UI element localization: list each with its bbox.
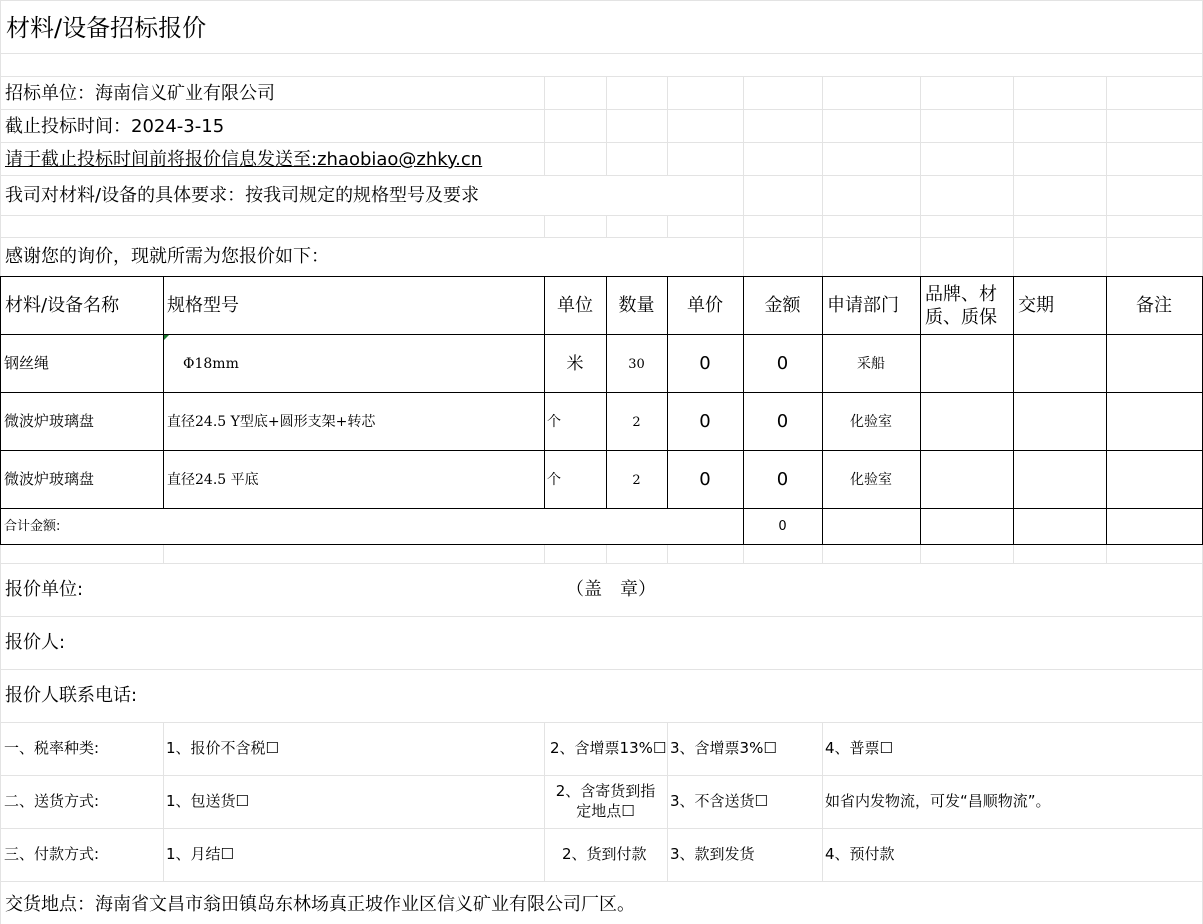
- header-brand-line2: 质、质保: [925, 307, 997, 328]
- total-label: 合计金额:: [4, 519, 61, 534]
- delivery-note: 如省内发物流，可发“昌顺物流”。: [825, 792, 1051, 810]
- deadline-line: 截止投标时间：2024-3-15: [5, 116, 225, 137]
- header-price: 单价: [687, 295, 723, 316]
- cell-price: 0: [699, 411, 711, 432]
- cell-unit: 米: [566, 354, 584, 374]
- cell-amount: 0: [776, 411, 789, 432]
- payment-option-1[interactable]: 1、月结☐: [166, 845, 234, 863]
- payment-option-3[interactable]: 3、款到发货: [670, 845, 755, 863]
- cell-spec: 直径24.5 平底: [167, 472, 259, 488]
- payment-option-2[interactable]: 2、货到付款: [562, 845, 647, 863]
- quote-phone-label: 报价人联系电话:: [5, 685, 138, 706]
- cell-spec: 直径24.5 Y型底+圆形支架+转芯: [167, 414, 376, 430]
- stamp-label: （盖 章）: [566, 579, 656, 600]
- header-brand-line1: 品牌、材: [925, 284, 997, 305]
- thanks-line: 感谢您的询价，现就所需为您报价如下：: [5, 246, 329, 267]
- header-unit: 单位: [557, 295, 593, 316]
- delivery-option-3[interactable]: 3、不含送货☐: [670, 792, 768, 810]
- cell-price: 0: [699, 353, 711, 374]
- cell-price: 0: [699, 469, 711, 490]
- tax-label: 一、税率种类:: [4, 739, 100, 757]
- header-delivery: 交期: [1018, 295, 1054, 316]
- header-qty: 数量: [618, 295, 655, 316]
- delivery-label: 二、送货方式:: [4, 792, 100, 810]
- delivery-option-2-line2[interactable]: 定地点☐: [576, 802, 635, 820]
- delivery-place: 交货地点：海南省文昌市翁田镇岛东林场真正坡作业区信义矿业有限公司厂区。: [5, 894, 635, 915]
- header-spec: 规格型号: [167, 295, 239, 316]
- total-value: 0: [778, 519, 787, 534]
- cell-dept: 采船: [857, 356, 885, 372]
- payment-label: 三、付款方式:: [4, 845, 100, 863]
- cell-spec: Φ18mm: [183, 356, 239, 372]
- header-name: 材料/设备名称: [5, 295, 120, 316]
- cell-name: 微波炉玻璃盘: [4, 470, 95, 488]
- tax-option-1[interactable]: 1、报价不含税☐: [166, 739, 279, 757]
- cell-qty: 30: [628, 357, 645, 372]
- cell-dept: 化验室: [850, 472, 892, 488]
- send-to-link[interactable]: 请于截止投标时间前将报价信息发送至:zhaobiao@zhky.cn: [5, 149, 483, 170]
- tax-option-2[interactable]: 2、含增票13%☐: [550, 739, 667, 757]
- bidder-line: 招标单位：海南信义矿业有限公司: [5, 83, 275, 104]
- cell-name: 钢丝绳: [4, 354, 50, 372]
- quote-unit-label: 报价单位:: [5, 579, 84, 600]
- cell-name: 微波炉玻璃盘: [4, 412, 95, 430]
- tax-option-3[interactable]: 3、含增票3%☐: [670, 739, 777, 757]
- cell-qty: 2: [632, 473, 641, 488]
- cell-qty: 2: [632, 415, 641, 430]
- page-title: 材料/设备招标报价: [6, 14, 207, 42]
- cell-amount: 0: [776, 353, 789, 374]
- cell-unit: 个: [547, 472, 561, 488]
- comment-marker-icon: [164, 335, 169, 340]
- cell-unit: 个: [547, 414, 561, 430]
- header-remarks: 备注: [1136, 295, 1172, 316]
- cell-dept: 化验室: [850, 414, 892, 430]
- delivery-option-1[interactable]: 1、包送货☐: [166, 792, 249, 810]
- payment-option-4[interactable]: 4、预付款: [825, 845, 895, 863]
- header-amount: 金额: [764, 295, 801, 316]
- tax-option-4[interactable]: 4、普票☐: [825, 739, 893, 757]
- cell-amount: 0: [776, 469, 789, 490]
- requirement-line: 我司对材料/设备的具体要求：按我司规定的规格型号及要求: [5, 185, 480, 206]
- delivery-option-2-line1[interactable]: 2、含寄货到指: [555, 782, 656, 800]
- quote-person-label: 报价人:: [5, 632, 66, 653]
- header-dept: 申请部门: [827, 295, 899, 316]
